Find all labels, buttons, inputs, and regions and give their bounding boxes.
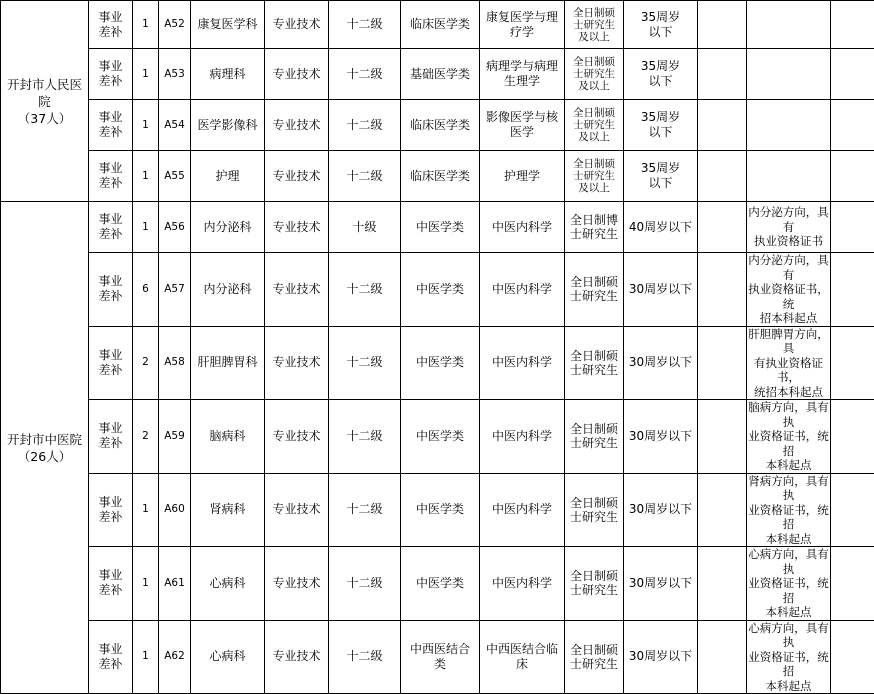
education-requirement: 全日制博 士研究生 xyxy=(565,202,624,253)
funding-type: 事业 差补 xyxy=(89,100,133,151)
department: 内分泌科 xyxy=(191,253,265,327)
extra-requirement xyxy=(698,49,747,100)
position-category: 专业技术 xyxy=(265,547,329,621)
remarks: 脑病方向，具有执 业资格证书，统招 本科起点 xyxy=(747,400,831,474)
extra-requirement xyxy=(698,100,747,151)
position-code: A54 xyxy=(159,100,191,151)
discipline-category: 临床医学类 xyxy=(401,100,480,151)
extra-requirement xyxy=(698,326,747,400)
education-requirement: 全日制硕 士研究生 xyxy=(565,326,624,400)
major: 影像医学与核 医学 xyxy=(480,100,565,151)
position-count: 2 xyxy=(133,326,159,400)
table-body xyxy=(1,1,874,694)
funding-type: 事业 差补 xyxy=(89,473,133,547)
major: 中医内科学 xyxy=(480,547,565,621)
position-count: 1 xyxy=(133,547,159,621)
extra-requirement xyxy=(698,253,747,327)
major: 中医内科学 xyxy=(480,400,565,474)
last-column xyxy=(831,473,874,547)
major: 康复医学与理 疗学 xyxy=(480,1,565,49)
education-requirement: 全日制硕 士研究生 xyxy=(565,620,624,694)
employer-name: 开封市中医院 （26人） xyxy=(1,202,89,694)
position-level: 十二级 xyxy=(329,400,401,474)
age-requirement: 35周岁 以下 xyxy=(624,1,698,49)
position-level: 十二级 xyxy=(329,49,401,100)
funding-type: 事业 差补 xyxy=(89,326,133,400)
position-category: 专业技术 xyxy=(265,1,329,49)
table-row xyxy=(1,620,874,694)
position-category: 专业技术 xyxy=(265,151,329,202)
last-column xyxy=(831,151,874,202)
education-requirement: 全日制硕 士研究生 xyxy=(565,547,624,621)
last-column xyxy=(831,620,874,694)
major: 中医内科学 xyxy=(480,202,565,253)
extra-requirement xyxy=(698,400,747,474)
last-column xyxy=(831,202,874,253)
table-row xyxy=(1,473,874,547)
remarks xyxy=(747,100,831,151)
remarks: 肝胆脾胃方向，具 有执业资格证书， 统招本科起点 xyxy=(747,326,831,400)
department: 脑病科 xyxy=(191,400,265,474)
last-column xyxy=(831,100,874,151)
education-requirement: 全日制硕 士研究生 及以上 xyxy=(565,151,624,202)
position-count: 1 xyxy=(133,202,159,253)
table-row xyxy=(1,100,874,151)
age-requirement: 35周岁 以下 xyxy=(624,100,698,151)
age-requirement: 30周岁以下 xyxy=(624,473,698,547)
table-row xyxy=(1,202,874,253)
employer-name: 开封市人民医院 （37人） xyxy=(1,1,89,202)
major: 中西医结合临 床 xyxy=(480,620,565,694)
position-count: 6 xyxy=(133,253,159,327)
table-row xyxy=(1,49,874,100)
position-category: 专业技术 xyxy=(265,620,329,694)
position-level: 十二级 xyxy=(329,253,401,327)
education-requirement: 全日制硕 士研究生 xyxy=(565,253,624,327)
age-requirement: 30周岁以下 xyxy=(624,253,698,327)
position-count: 1 xyxy=(133,620,159,694)
funding-type: 事业 差补 xyxy=(89,151,133,202)
position-level: 十二级 xyxy=(329,473,401,547)
position-category: 专业技术 xyxy=(265,473,329,547)
discipline-category: 中医学类 xyxy=(401,547,480,621)
position-code: A59 xyxy=(159,400,191,474)
department: 肾病科 xyxy=(191,473,265,547)
table-row xyxy=(1,326,874,400)
remarks: 内分泌方向，具有 执业资格证书，统 招本科起点 xyxy=(747,253,831,327)
discipline-category: 中医学类 xyxy=(401,473,480,547)
position-level: 十二级 xyxy=(329,151,401,202)
major: 中医内科学 xyxy=(480,326,565,400)
discipline-category: 中医学类 xyxy=(401,253,480,327)
extra-requirement xyxy=(698,1,747,49)
remarks: 心病方向，具有执 业资格证书，统招 本科起点 xyxy=(747,547,831,621)
position-code: A53 xyxy=(159,49,191,100)
age-requirement: 35周岁 以下 xyxy=(624,151,698,202)
education-requirement: 全日制硕 士研究生 及以上 xyxy=(565,49,624,100)
education-requirement: 全日制硕 士研究生 xyxy=(565,400,624,474)
age-requirement: 30周岁以下 xyxy=(624,547,698,621)
discipline-category: 中医学类 xyxy=(401,326,480,400)
major: 中医内科学 xyxy=(480,253,565,327)
extra-requirement xyxy=(698,151,747,202)
age-requirement: 30周岁以下 xyxy=(624,326,698,400)
position-code: A52 xyxy=(159,1,191,49)
position-category: 专业技术 xyxy=(265,202,329,253)
remarks: 内分泌方向，具有 执业资格证书 xyxy=(747,202,831,253)
last-column xyxy=(831,547,874,621)
position-category: 专业技术 xyxy=(265,400,329,474)
department: 心病科 xyxy=(191,547,265,621)
table-row xyxy=(1,400,874,474)
position-count: 1 xyxy=(133,151,159,202)
position-level: 十二级 xyxy=(329,100,401,151)
last-column xyxy=(831,400,874,474)
position-count: 2 xyxy=(133,400,159,474)
position-code: A58 xyxy=(159,326,191,400)
funding-type: 事业 差补 xyxy=(89,1,133,49)
last-column xyxy=(831,326,874,400)
position-category: 专业技术 xyxy=(265,49,329,100)
department: 肝胆脾胃科 xyxy=(191,326,265,400)
position-code: A57 xyxy=(159,253,191,327)
extra-requirement xyxy=(698,473,747,547)
position-code: A60 xyxy=(159,473,191,547)
last-column xyxy=(831,49,874,100)
department: 病理科 xyxy=(191,49,265,100)
age-requirement: 40周岁以下 xyxy=(624,202,698,253)
major: 护理学 xyxy=(480,151,565,202)
funding-type: 事业 差补 xyxy=(89,620,133,694)
discipline-category: 基础医学类 xyxy=(401,49,480,100)
discipline-category: 临床医学类 xyxy=(401,1,480,49)
position-code: A56 xyxy=(159,202,191,253)
position-count: 1 xyxy=(133,473,159,547)
major: 中医内科学 xyxy=(480,473,565,547)
age-requirement: 30周岁以下 xyxy=(624,620,698,694)
remarks: 肾病方向，具有执 业资格证书，统招 本科起点 xyxy=(747,473,831,547)
position-count: 1 xyxy=(133,100,159,151)
position-level: 十二级 xyxy=(329,326,401,400)
remarks xyxy=(747,49,831,100)
funding-type: 事业 差补 xyxy=(89,253,133,327)
position-count: 1 xyxy=(133,1,159,49)
extra-requirement xyxy=(698,620,747,694)
position-level: 十二级 xyxy=(329,547,401,621)
funding-type: 事业 差补 xyxy=(89,49,133,100)
department: 心病科 xyxy=(191,620,265,694)
funding-type: 事业 差补 xyxy=(89,400,133,474)
last-column xyxy=(831,1,874,49)
extra-requirement xyxy=(698,547,747,621)
table-row xyxy=(1,547,874,621)
table-row xyxy=(1,151,874,202)
remarks: 心病方向，具有执 业资格证书，统招 本科起点 xyxy=(747,620,831,694)
position-level: 十级 xyxy=(329,202,401,253)
position-level: 十二级 xyxy=(329,1,401,49)
education-requirement: 全日制硕 士研究生 xyxy=(565,473,624,547)
discipline-category: 中医学类 xyxy=(401,400,480,474)
position-category: 专业技术 xyxy=(265,253,329,327)
age-requirement: 30周岁以下 xyxy=(624,400,698,474)
remarks xyxy=(747,1,831,49)
age-requirement: 35周岁 以下 xyxy=(624,49,698,100)
major: 病理学与病理 生理学 xyxy=(480,49,565,100)
remarks xyxy=(747,151,831,202)
position-count: 1 xyxy=(133,49,159,100)
position-code: A61 xyxy=(159,547,191,621)
discipline-category: 中医学类 xyxy=(401,202,480,253)
position-level: 十二级 xyxy=(329,620,401,694)
education-requirement: 全日制硕 士研究生 及以上 xyxy=(565,100,624,151)
extra-requirement xyxy=(698,202,747,253)
position-code: A62 xyxy=(159,620,191,694)
funding-type: 事业 差补 xyxy=(89,202,133,253)
position-category: 专业技术 xyxy=(265,326,329,400)
department: 内分泌科 xyxy=(191,202,265,253)
department: 医学影像科 xyxy=(191,100,265,151)
discipline-category: 临床医学类 xyxy=(401,151,480,202)
department: 康复医学科 xyxy=(191,1,265,49)
last-column xyxy=(831,253,874,327)
discipline-category: 中西医结合 类 xyxy=(401,620,480,694)
table-row xyxy=(1,253,874,327)
table-row xyxy=(1,1,874,49)
department: 护理 xyxy=(191,151,265,202)
education-requirement: 全日制硕 士研究生 及以上 xyxy=(565,1,624,49)
funding-type: 事业 差补 xyxy=(89,547,133,621)
position-code: A55 xyxy=(159,151,191,202)
position-category: 专业技术 xyxy=(265,100,329,151)
